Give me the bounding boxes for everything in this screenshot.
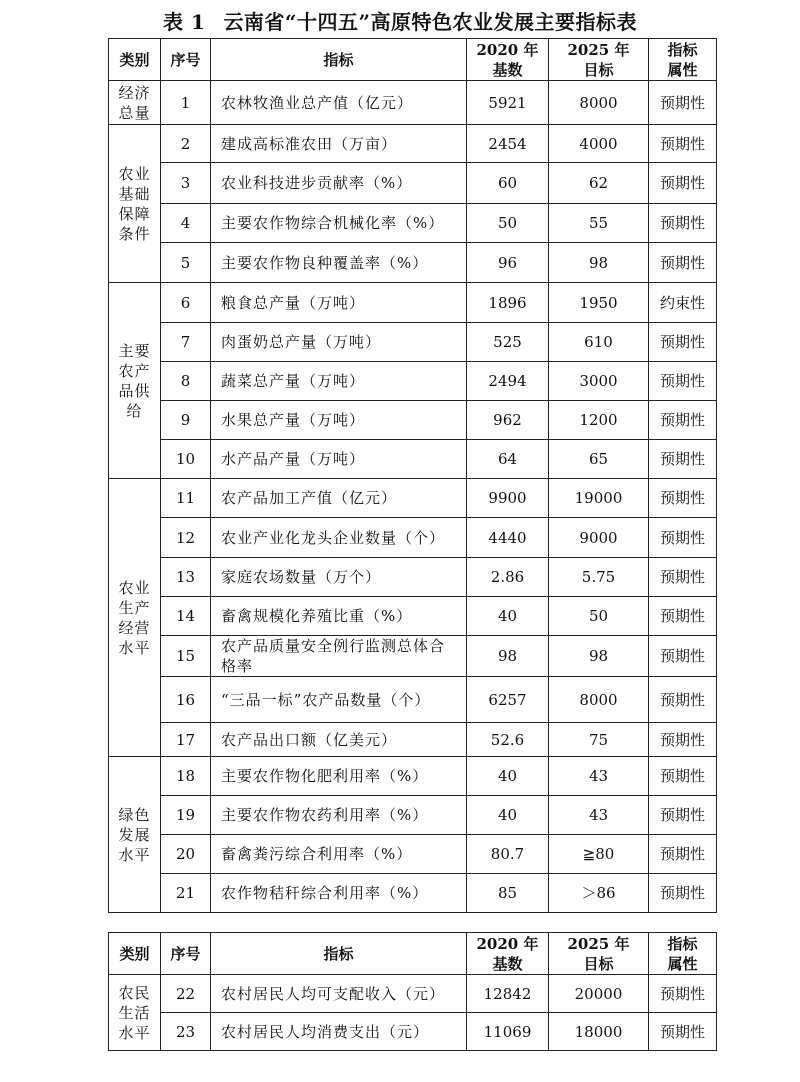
indicator-cell: 农作物秸秆综合利用率（%）	[211, 874, 467, 913]
category-cell	[109, 283, 161, 479]
table-row	[109, 558, 717, 597]
attribute-cell: 预期性	[649, 81, 717, 125]
target-value-cell: 5.75	[549, 558, 649, 597]
category-line: 绿色	[118, 805, 151, 824]
indicator-cell: 农村居民人均消费支出（元）	[211, 1013, 467, 1051]
indicator-cell: 农产品出口额（亿美元）	[211, 723, 467, 757]
target-value-cell: 50	[549, 597, 649, 636]
table-row	[109, 243, 717, 283]
base-value-cell: 11069	[467, 1013, 549, 1051]
target-value-cell: 19000	[549, 479, 649, 518]
category-line: 经济	[118, 83, 151, 102]
header-target-line2: 目标	[583, 954, 614, 973]
table-row	[109, 975, 717, 1013]
attribute-cell: 预期性	[649, 1013, 717, 1051]
target-value-cell: 8000	[549, 677, 649, 723]
table-row	[109, 597, 717, 636]
base-value-cell: 85	[467, 874, 549, 913]
seq-cell: 11	[161, 479, 211, 518]
table-row	[109, 125, 717, 163]
indicator-cell: 主要农作物综合机械化率（%）	[211, 204, 467, 243]
target-value-cell: 8000	[549, 81, 649, 125]
attribute-cell: 预期性	[649, 757, 717, 796]
seq-cell: 3	[161, 163, 211, 204]
seq-cell: 23	[161, 1013, 211, 1051]
seq-cell: 20	[161, 835, 211, 874]
seq-cell: 9	[161, 401, 211, 440]
table-row	[109, 81, 717, 125]
attribute-cell: 预期性	[649, 479, 717, 518]
indicator-cell: 农业科技进步贡献率（%）	[211, 163, 467, 204]
category-line: 保障	[118, 204, 151, 223]
seq-cell: 10	[161, 440, 211, 479]
seq-cell: 18	[161, 757, 211, 796]
base-value-cell: 525	[467, 323, 549, 362]
indicator-table-continued	[108, 932, 717, 1051]
base-value-cell: 80.7	[467, 835, 549, 874]
indicator-cell: 农业产业化龙头企业数量（个）	[211, 518, 467, 558]
attribute-cell: 预期性	[649, 636, 717, 677]
base-value-cell: 40	[467, 757, 549, 796]
table-title-text: 云南省“十四五”高原特色农业发展主要指标表	[223, 10, 637, 34]
header-base-line2: 基数	[492, 60, 523, 79]
target-value-cell: 610	[549, 323, 649, 362]
attribute-cell: 预期性	[649, 723, 717, 757]
category-line: 水平	[118, 638, 151, 657]
seq-cell: 15	[161, 636, 211, 677]
seq-cell: 6	[161, 283, 211, 323]
attribute-cell: 预期性	[649, 975, 717, 1013]
header-attr-line1: 指标	[667, 934, 698, 953]
base-value-cell: 6257	[467, 677, 549, 723]
attribute-cell: 预期性	[649, 796, 717, 835]
base-value-cell: 2454	[467, 125, 549, 163]
header-attr	[649, 39, 717, 81]
table-row	[109, 323, 717, 362]
category-line: 品供	[118, 381, 151, 400]
seq-cell: 13	[161, 558, 211, 597]
attribute-cell: 预期性	[649, 597, 717, 636]
header-target-line2: 目标	[583, 60, 614, 79]
seq-cell: 5	[161, 243, 211, 283]
category-line: 水平	[118, 1023, 151, 1042]
table-row	[109, 835, 717, 874]
base-value-cell: 962	[467, 401, 549, 440]
category-cell	[109, 479, 161, 757]
base-value-cell: 60	[467, 163, 549, 204]
target-value-cell: 20000	[549, 975, 649, 1013]
seq-cell: 16	[161, 677, 211, 723]
base-value-cell: 12842	[467, 975, 549, 1013]
category-cell	[109, 81, 161, 125]
indicator-cell: 家庭农场数量（万个）	[211, 558, 467, 597]
indicator-cell: 水产品产量（万吨）	[211, 440, 467, 479]
base-value-cell: 1896	[467, 283, 549, 323]
category-line: 条件	[118, 224, 151, 243]
indicator-cell: 畜禽粪污综合利用率（%）	[211, 835, 467, 874]
category-line: 农业	[118, 164, 151, 183]
table-row	[109, 163, 717, 204]
seq-cell: 2	[161, 125, 211, 163]
target-value-cell: 4000	[549, 125, 649, 163]
table-row	[109, 518, 717, 558]
seq-cell: 1	[161, 81, 211, 125]
header-category: 类别	[109, 933, 161, 975]
table-number: 表 1	[163, 10, 206, 34]
category-line: 农业	[118, 578, 151, 597]
seq-cell: 19	[161, 796, 211, 835]
header-base-line1: 2020 年	[476, 40, 539, 59]
target-value-cell: 62	[549, 163, 649, 204]
category-line: 经营	[118, 618, 151, 637]
table-row	[109, 479, 717, 518]
indicator-cell: 蔬菜总产量（万吨）	[211, 362, 467, 401]
attribute-cell: 预期性	[649, 323, 717, 362]
attribute-cell: 预期性	[649, 204, 717, 243]
indicator-cell: 粮食总产量（万吨）	[211, 283, 467, 323]
category-line: 生产	[118, 598, 151, 617]
table-row	[109, 636, 717, 677]
header-base-line1: 2020 年	[476, 934, 539, 953]
base-value-cell: 40	[467, 597, 549, 636]
target-value-cell: 3000	[549, 362, 649, 401]
category-line: 总量	[118, 103, 151, 122]
category-line: 农民	[118, 983, 151, 1002]
indicator-cell: 主要农作物良种覆盖率（%）	[211, 243, 467, 283]
target-value-cell: 98	[549, 636, 649, 677]
target-value-cell: ≧80	[549, 835, 649, 874]
category-cell	[109, 757, 161, 913]
base-value-cell: 40	[467, 796, 549, 835]
target-value-cell: 18000	[549, 1013, 649, 1051]
seq-cell: 17	[161, 723, 211, 757]
attribute-cell: 预期性	[649, 362, 717, 401]
target-value-cell: 1200	[549, 401, 649, 440]
indicator-cell: 主要农作物农药利用率（%）	[211, 796, 467, 835]
attribute-cell: 约束性	[649, 283, 717, 323]
indicator-cell: 主要农作物化肥利用率（%）	[211, 757, 467, 796]
seq-cell: 12	[161, 518, 211, 558]
attribute-cell: 预期性	[649, 163, 717, 204]
attribute-cell: 预期性	[649, 677, 717, 723]
category-line: 给	[126, 401, 143, 420]
attribute-cell: 预期性	[649, 401, 717, 440]
base-value-cell: 5921	[467, 81, 549, 125]
table-row	[109, 440, 717, 479]
indicator-cell: 农产品质量安全例行监测总体合格率	[211, 636, 467, 677]
header-target	[549, 39, 649, 81]
header-target-line1: 2025 年	[567, 40, 630, 59]
table-row	[109, 677, 717, 723]
seq-cell: 21	[161, 874, 211, 913]
category-cell	[109, 975, 161, 1051]
header-attr-line1: 指标	[667, 40, 698, 59]
target-value-cell: 43	[549, 796, 649, 835]
base-value-cell: 4440	[467, 518, 549, 558]
header-attr-line2: 属性	[667, 954, 698, 973]
base-value-cell: 98	[467, 636, 549, 677]
base-value-cell: 50	[467, 204, 549, 243]
header-target-line1: 2025 年	[567, 934, 630, 953]
target-value-cell: 9000	[549, 518, 649, 558]
indicator-table	[108, 38, 717, 913]
category-line: 生活	[118, 1003, 151, 1022]
header-attr	[649, 933, 717, 975]
table-row	[109, 401, 717, 440]
seq-cell: 14	[161, 597, 211, 636]
attribute-cell: 预期性	[649, 874, 717, 913]
header-category: 类别	[109, 39, 161, 81]
header-base-line2: 基数	[492, 954, 523, 973]
category-line: 发展	[118, 825, 151, 844]
header-attr-line2: 属性	[667, 60, 698, 79]
table-title	[0, 6, 800, 35]
attribute-cell: 预期性	[649, 125, 717, 163]
target-value-cell: 75	[549, 723, 649, 757]
indicator-cell: “三品一标”农产品数量（个）	[211, 677, 467, 723]
indicator-cell: 农村居民人均可支配收入（元）	[211, 975, 467, 1013]
category-cell	[109, 125, 161, 283]
header-base	[467, 39, 549, 81]
header-row	[109, 933, 717, 975]
indicator-cell: 农林牧渔业总产值（亿元）	[211, 81, 467, 125]
base-value-cell: 52.6	[467, 723, 549, 757]
base-value-cell: 64	[467, 440, 549, 479]
base-value-cell: 96	[467, 243, 549, 283]
category-line: 基础	[118, 184, 151, 203]
table-row	[109, 757, 717, 796]
category-line: 农产	[118, 361, 151, 380]
category-line: 主要	[118, 341, 151, 360]
target-value-cell: 55	[549, 204, 649, 243]
table-row	[109, 1013, 717, 1051]
attribute-cell: 预期性	[649, 558, 717, 597]
header-row	[109, 39, 717, 81]
target-value-cell: 43	[549, 757, 649, 796]
attribute-cell: 预期性	[649, 835, 717, 874]
header-target	[549, 933, 649, 975]
table-row	[109, 796, 717, 835]
header-indicator: 指标	[211, 933, 467, 975]
base-value-cell: 2494	[467, 362, 549, 401]
seq-cell: 8	[161, 362, 211, 401]
base-value-cell: 2.86	[467, 558, 549, 597]
header-indicator: 指标	[211, 39, 467, 81]
seq-cell: 4	[161, 204, 211, 243]
table-row	[109, 362, 717, 401]
indicator-cell: 肉蛋奶总产量（万吨）	[211, 323, 467, 362]
indicator-cell: 畜禽规模化养殖比重（%）	[211, 597, 467, 636]
indicator-cell: 水果总产量（万吨）	[211, 401, 467, 440]
target-value-cell: ＞86	[549, 874, 649, 913]
base-value-cell: 9900	[467, 479, 549, 518]
table-row	[109, 874, 717, 913]
indicator-cell: 建成高标准农田（万亩）	[211, 125, 467, 163]
attribute-cell: 预期性	[649, 243, 717, 283]
target-value-cell: 65	[549, 440, 649, 479]
target-value-cell: 98	[549, 243, 649, 283]
category-line: 水平	[118, 845, 151, 864]
header-base	[467, 933, 549, 975]
table-row	[109, 723, 717, 757]
attribute-cell: 预期性	[649, 440, 717, 479]
header-seq: 序号	[161, 933, 211, 975]
seq-cell: 22	[161, 975, 211, 1013]
header-seq: 序号	[161, 39, 211, 81]
table-row	[109, 204, 717, 243]
seq-cell: 7	[161, 323, 211, 362]
target-value-cell: 1950	[549, 283, 649, 323]
indicator-cell: 农产品加工产值（亿元）	[211, 479, 467, 518]
table-row	[109, 283, 717, 323]
attribute-cell: 预期性	[649, 518, 717, 558]
